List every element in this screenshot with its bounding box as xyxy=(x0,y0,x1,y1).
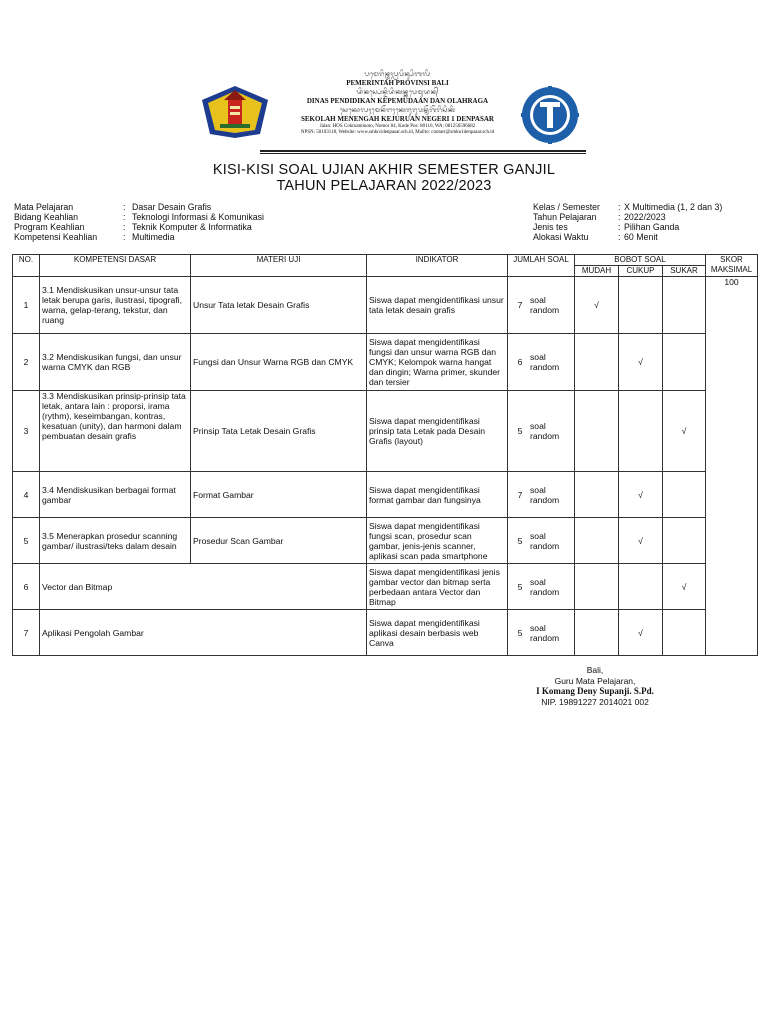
class-info-value: 2022/2023 xyxy=(624,212,666,222)
jumlah-soal xyxy=(508,277,575,334)
kompetensi-dasar: Aplikasi Pengolah Gambar xyxy=(40,610,367,656)
jumlah-soal-count: 7 xyxy=(517,489,523,500)
indikator: Siswa dapat mengidentifikasi jenis gambar vector dan bitmap serta perbedaan antara Vector dan Bitmap xyxy=(367,564,508,610)
indikator: Siswa dapat mengidentifikasi aplikasi desain berbasis web Canva xyxy=(367,610,508,656)
jumlah-soal-unit: soal random xyxy=(530,421,560,441)
subject-info-label: Program Keahlian xyxy=(14,222,85,232)
subject-info-value: Teknologi Informasi & Komunikasi xyxy=(132,212,265,222)
bobot-cukup: √ xyxy=(619,518,663,564)
row-number: 1 xyxy=(13,277,40,334)
subject-info-separator: : xyxy=(123,232,126,242)
jumlah-soal-content xyxy=(510,421,572,441)
subject-info-value: Dasar Desain Grafis xyxy=(132,202,212,212)
signature-nip: NIP. 19891227 2014021 002 xyxy=(541,697,649,707)
header-cukup: CUKUP xyxy=(619,266,663,277)
jumlah-soal-content xyxy=(510,295,572,315)
jumlah-soal-count: 6 xyxy=(517,357,523,367)
jumlah-soal-count: 5 xyxy=(517,535,523,546)
row-number: 4 xyxy=(13,472,40,518)
skor-maksimal: 100 xyxy=(706,277,758,656)
subject-info-row xyxy=(14,212,264,222)
subject-info-row xyxy=(14,202,264,212)
table-row xyxy=(13,472,758,518)
class-info-row xyxy=(533,232,722,242)
jumlah-soal-content xyxy=(510,352,572,372)
header-jumlah-soal: JUMLAH SOAL xyxy=(508,255,575,277)
balinese-script-line: ᬧᬫᬾᬭᬶᬦ᭄ᬢᬄᬧ᭄ᬭᬧᬶᬦ᭄ᬲᬶᬩᬮᬶ xyxy=(364,71,431,78)
jumlah-soal-unit: soal random xyxy=(530,576,560,597)
class-info-row xyxy=(533,222,722,232)
class-info xyxy=(533,202,722,242)
header-indikator: INDIKATOR xyxy=(367,255,508,277)
header-bobot-soal: BOBOT SOAL xyxy=(575,255,706,266)
table-row xyxy=(13,518,758,564)
jumlah-soal xyxy=(508,391,575,472)
bobot-sukar xyxy=(663,277,706,334)
materi-uji: Prinsip Tata Letak Desain Grafis xyxy=(191,391,367,472)
class-info-separator: : xyxy=(618,212,621,222)
table-row xyxy=(13,564,758,610)
jumlah-soal-count: 7 xyxy=(517,300,523,310)
materi-uji: Unsur Tata letak Desain Grafis xyxy=(191,277,367,334)
row-number: 7 xyxy=(13,610,40,656)
bobot-cukup xyxy=(619,391,663,472)
header-mudah: MUDAH xyxy=(575,266,619,277)
row-number: 6 xyxy=(13,564,40,610)
letterhead-rule xyxy=(260,150,586,152)
signature-role: Guru Mata Pelajaran, xyxy=(554,676,636,686)
jumlah-soal-count: 5 xyxy=(517,426,523,436)
subject-info xyxy=(14,202,264,242)
kompetensi-dasar: 3.5 Menerapkan prosedur scanning gambar/ ilustrasi/teks dalam desain xyxy=(40,518,191,564)
class-info-label: Kelas / Semester xyxy=(533,202,600,212)
department-name: DINAS PENDIDIKAN KEPEMUDAAN DAN OLAHRAGA xyxy=(306,97,489,105)
balinese-script-line: ᬲᬾᬓᭀᬮᬄᬫᬾᬦᭂᬗᬄᬓᬾᬚᬸᬭᬸᬯᬦ᭄ᬦᭂᬕᭂᬭᬶᬲᬶᬓᬶ xyxy=(339,107,456,114)
class-info-value: X Multimedia (1, 2 dan 3) xyxy=(624,202,723,212)
bobot-mudah xyxy=(575,472,619,518)
jumlah-soal xyxy=(508,610,575,656)
jumlah-soal-unit: soal random xyxy=(530,352,560,372)
indikator: Siswa dapat mengidentifikasi fungsi dan unsur warna RGB dan CMYK; Kelompok warna hangat dan dingin; Warna primer, skunder dan tersier xyxy=(367,334,508,391)
class-info-separator: : xyxy=(618,202,621,212)
table-row xyxy=(13,334,758,391)
subject-info-value: Teknik Komputer & Informatika xyxy=(132,222,252,232)
bobot-sukar xyxy=(663,472,706,518)
bobot-mudah xyxy=(575,564,619,610)
bobot-cukup: √ xyxy=(619,334,663,391)
signature-place: Bali, xyxy=(586,665,604,675)
class-info-separator: : xyxy=(618,222,621,232)
kisi-kisi-table xyxy=(12,254,758,656)
subject-info-row xyxy=(14,232,264,242)
table-row xyxy=(13,277,758,334)
indikator: Siswa dapat mengidentifikasi fungsi scan, prosedur scan gambar, jenis-jenis scanner, aplikasi scan pada smartphone xyxy=(367,518,508,564)
kompetensi-dasar: 3.4 Mendiskusikan berbagai format gambar xyxy=(40,472,191,518)
document-title: KISI-KISI SOAL UJIAN AKHIR SEMESTER GANJIL xyxy=(212,162,556,178)
jumlah-soal-content xyxy=(510,623,572,643)
letterhead-rule xyxy=(260,153,586,154)
bobot-sukar xyxy=(663,610,706,656)
jumlah-soal-content xyxy=(510,531,572,551)
class-info-row xyxy=(533,202,722,212)
school-address: Jalan: HOS Cokroaminoto, Nomor 84, Kode Pos: 80116, WA: 081256596682 xyxy=(319,124,476,129)
jumlah-soal-unit: soal random xyxy=(530,622,560,643)
indikator: Siswa dapat mengidentifikasi prinsip tata Letak pada Desain Grafis (layout) xyxy=(367,391,508,472)
kompetensi-dasar: 3.3 Mendiskusikan prinsip-prinsip tata letak, antara lain : proporsi, irama (rythm), keseimbangan, kontras, kesatuan (unity), dan harmoni dalam pembuatan desain grafis xyxy=(40,391,191,472)
bobot-mudah xyxy=(575,518,619,564)
school-logo xyxy=(521,86,579,144)
kompetensi-dasar: Vector dan Bitmap xyxy=(40,564,367,610)
materi-uji: Fungsi dan Unsur Warna RGB dan CMYK xyxy=(191,334,367,391)
bobot-mudah xyxy=(575,334,619,391)
jumlah-soal-unit: soal random xyxy=(530,530,560,551)
bobot-cukup xyxy=(619,564,663,610)
header-materi-uji: MATERI UJI xyxy=(191,255,367,277)
materi-uji: Prosedur Scan Gambar xyxy=(191,518,367,564)
header-sukar: SUKAR xyxy=(663,266,706,277)
table-row xyxy=(13,610,758,656)
bobot-cukup xyxy=(619,277,663,334)
document-subtitle: TAHUN PELAJARAN 2022/2023 xyxy=(276,178,492,194)
subject-info-label: Mata Pelajaran xyxy=(14,202,74,212)
indikator: Siswa dapat mengidentifikasi unsur tata letak desain grafis xyxy=(367,277,508,334)
subject-info-label: Kompetensi Keahlian xyxy=(14,232,98,242)
bobot-cukup: √ xyxy=(619,610,663,656)
subject-info-separator: : xyxy=(123,222,126,232)
class-info-row xyxy=(533,212,722,222)
jumlah-soal-content xyxy=(510,485,572,505)
jumlah-soal xyxy=(508,472,575,518)
row-number: 5 xyxy=(13,518,40,564)
balinese-script-line: ᬤᬶᬦᬲ᭄ᬧᬾᬦ᭄ᬤᬶᬤᬶᬓᬦ᭄ᬓᬧᬾᬫᬸᬤᬦ᭄ xyxy=(356,89,439,96)
bobot-mudah xyxy=(575,391,619,472)
kompetensi-dasar: 3.2 Mendiskusikan fungsi, dan unsur warna CMYK dan RGB xyxy=(40,334,191,391)
class-info-label: Jenis tes xyxy=(533,222,568,232)
bobot-cukup: √ xyxy=(619,472,663,518)
subject-info-separator: : xyxy=(123,202,126,212)
bobot-sukar: √ xyxy=(663,391,706,472)
row-number: 2 xyxy=(13,334,40,391)
bobot-sukar: √ xyxy=(663,564,706,610)
jumlah-soal xyxy=(508,334,575,391)
kompetensi-dasar: 3.1 Mendiskusikan unsur-unsur tata letak berupa garis, ilustrasi, tipografi, warna, gelap-terang, tekstur, dan ruang xyxy=(40,277,191,334)
materi-uji: Format Gambar xyxy=(191,472,367,518)
header-kompetensi-dasar: KOMPETENSI DASAR xyxy=(40,255,191,277)
row-number: 3 xyxy=(13,391,40,472)
bali-province-logo xyxy=(200,84,270,140)
class-info-value: Pilihan Ganda xyxy=(624,222,680,232)
school-name: SEKOLAH MENENGAH KEJURUAN NEGERI 1 DENPASAR xyxy=(301,115,494,123)
school-contact: NPSN: 50103118, Website: www.smkn1denpasar.sch.id, Mailto: contact@smkn1denpasar.sch.id xyxy=(300,130,495,135)
table-row xyxy=(13,391,758,472)
header-no: NO. xyxy=(13,255,40,277)
jumlah-soal-unit: soal random xyxy=(530,295,560,315)
signature-name: I Komang Deny Supanji. S.Pd. xyxy=(536,686,654,696)
subject-info-label: Bidang Keahlian xyxy=(14,212,79,222)
jumlah-soal-count: 5 xyxy=(517,581,523,592)
subject-info-value: Multimedia xyxy=(132,232,175,242)
jumlah-soal xyxy=(508,564,575,610)
bobot-sukar xyxy=(663,334,706,391)
subject-info-separator: : xyxy=(123,212,126,222)
bobot-mudah: √ xyxy=(575,277,619,334)
government-name: PEMERINTAH PROVINSI BALI xyxy=(346,79,449,87)
class-info-separator: : xyxy=(618,232,621,242)
subject-info-row xyxy=(14,222,264,232)
jumlah-soal-count: 5 xyxy=(517,627,523,638)
jumlah-soal xyxy=(508,518,575,564)
letterhead xyxy=(275,70,520,136)
class-info-value: 60 Menit xyxy=(624,232,658,242)
header-skor-maksimal: SKOR MAKSIMAL xyxy=(706,255,758,277)
class-info-label: Tahun Pelajaran xyxy=(533,212,597,222)
indikator: Siswa dapat mengidentifikasi format gambar dan fungsinya xyxy=(367,472,508,518)
jumlah-soal-unit: soal random xyxy=(530,484,560,505)
class-info-label: Alokasi Waktu xyxy=(533,232,589,242)
bobot-sukar xyxy=(663,518,706,564)
bobot-mudah xyxy=(575,610,619,656)
jumlah-soal-content xyxy=(510,577,572,597)
